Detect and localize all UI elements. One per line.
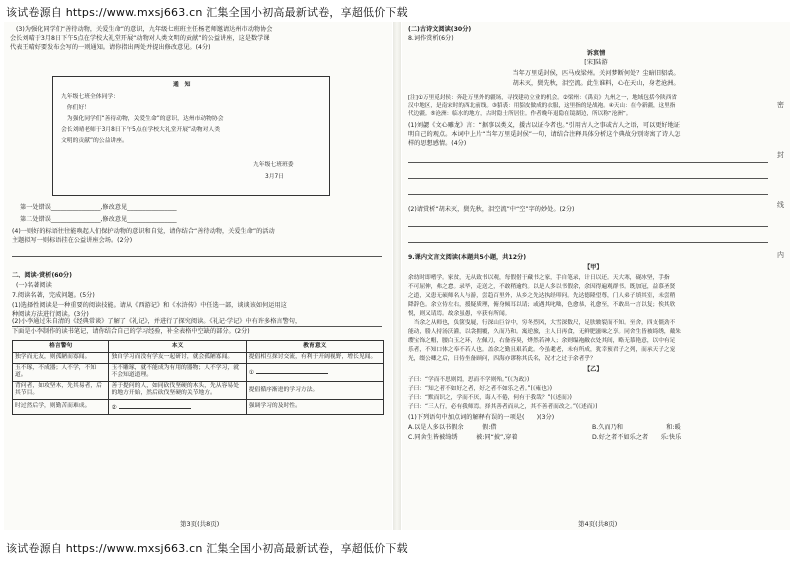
sub-section-2: (二)古诗文阅读(30分) [408, 26, 472, 33]
table-cell: 玉不雕琢，就不能成为有用的器物；人不学习，就不会知道道理。 [109, 363, 246, 381]
page-number-left: 第3页(共8页) [180, 520, 220, 528]
notice-line-3: 为强化同学们“善待动物，关爱生命”的意识，达州市动物协会 [61, 116, 224, 122]
option-b[interactable]: B.久而乃和 和:暖 [592, 424, 681, 431]
table-cell-blank-1[interactable] [246, 363, 383, 381]
passage-jia-label: 【甲】 [584, 264, 603, 271]
notice-title: 通 知 [173, 82, 191, 88]
q4-text: (4)一则好的标语往往能唤起人们保护动物的意识和自觉，请你结合“善待动物，关爱生命”的活动 [12, 228, 275, 235]
table-cell: 提倡相互探讨交流，有利于开阔视野，增长见闻。 [246, 353, 383, 364]
table-cell: 时过然后学，则勤苦而难成。 [13, 399, 109, 414]
option-a[interactable]: A.以是人多以书假余 假:借 [408, 424, 497, 431]
seal-mark: 内 [777, 251, 784, 259]
jia-line: 当余之从师也，负箧曳屣，行深山巨谷中，穷冬烈风，大雪深数尺，足肤皲裂而不知。至舍，四支僵劲不 [408, 320, 676, 326]
q7-1: (1)选择性阅读是一种重要的阅读技能。请从《西游记》和《水浒传》中任选一部，谈谈该如何运用这 [12, 302, 287, 309]
jia-line: 之道，又患无硕师名人与游，尝趋百里外，从乡之先达执经叩问。先达德隆望尊，门人弟子填其室，未尝稍 [408, 293, 676, 299]
page-gutter [393, 22, 401, 530]
table-cell: 提倡循序渐进的学习方法。 [246, 381, 383, 399]
table-header-row [13, 341, 384, 353]
table-row [13, 363, 384, 381]
fix-line-2: 第二处错误________________,修改意见________________ [20, 216, 177, 223]
q7-2: (2)小李通过朱自清的《经典常谈》了解了《礼记》，并进行了探究阅读。《礼记·学记》中有许多格言警句， [12, 318, 302, 325]
yi-line: 子曰：“默而识之，学而不厌，诲人不倦，何有于我哉？”(《述而》) [408, 395, 572, 401]
right-page [402, 22, 790, 530]
q8-title: 8.词作赏析(6分) [408, 35, 454, 42]
blank-line [119, 401, 191, 409]
q8-1b: 明自己的观点。本词中上片“当年万里觅封侯”一句，请结合注释具体分析这个典故分别寄寓了诗人怎 [408, 131, 681, 138]
left-page [4, 22, 392, 530]
jia-line: 能动，媵人持汤沃灌，以衾拥覆，久而乃和。寓逆旅，主人日再食，无鲜肥滋味之享。同舍生皆被绮绣，戴朱 [408, 329, 681, 335]
table-row [13, 381, 384, 399]
q9-title: 9.课内文言文阅读(本题共5小题，共12分) [408, 254, 527, 261]
notice-line-1: 九年级七班全体同学： [61, 94, 119, 100]
section-two-title: 二、阅读·赏析(60分) [12, 272, 72, 279]
table-cell-blank-2[interactable] [109, 399, 246, 414]
notes-table [12, 340, 384, 415]
jia-line: 乐者，不知口体之奉不若人也。盖余之勤且艰若此。今虽耄老，未有所成，犹幸预君子之列，而承天子之宠 [408, 347, 676, 353]
poem-note-1: [注]①万里觅封侯：奔赴万里外的疆场，寻找建功立业的机会。②梁州：《禹贡》九州之一，地域包括今陕西省 [408, 95, 677, 101]
table-cell: 玉不琢，不成器；人不学，不知道。 [13, 363, 109, 381]
watermark-bottom: 该试卷源自 https://www.mxsj663.cn 汇集全国小初高最新试卷，享超低价下载 [6, 542, 408, 555]
table-header: 格言警句 [13, 341, 109, 353]
q8-1c: 样的思想感情。(4分) [408, 140, 467, 147]
page-number-right: 第4页(共8页) [578, 520, 618, 528]
poem-note-3: 代边疆。⑤沧洲：临水的地方，古时隐士所居住。作者晚年退隐在镜湖边，所以称“沧洲”。 [408, 111, 632, 117]
option-d[interactable]: D.好之者不如乐之者 乐:快乐 [592, 434, 682, 441]
table-header: 教育意义 [246, 341, 383, 353]
q8-2: (2)请赏析“胡未灭，鬓先秋，泪空流”中“空”字的妙处。(2分) [408, 206, 575, 213]
blank-label-1: ① [248, 370, 254, 377]
poem-line-1: 当年万里觅封侯，匹马戍梁州。关河梦断何处？尘暗旧貂裘。 [512, 70, 680, 77]
poem-author: [宋]陆游 [584, 59, 608, 66]
fix-line-1: 第一处错误________________,修改意见________________ [20, 204, 177, 211]
q8-1: (1)刘勰《文心雕龙》言：“据事以类义，援古以证今者也。”引用古人之事或古人之语，可以更好地证 [408, 122, 680, 129]
option-c[interactable]: C.同舍生皆被绮绣 被:同“披”,穿着 [408, 434, 518, 441]
table-cell: 独自学习而没有学友一起研讨，就会孤陋寡闻。 [109, 353, 246, 364]
answer-line [408, 226, 768, 227]
poem-line-2: 胡未灭，鬓先秋，泪空流。此生谁料，心在天山，身老沧洲。 [512, 80, 680, 87]
jia-line: 缨宝饰之帽，腰白玉之环，左佩刀，右备容臭，烨然若神人；余则缊袍敝衣处其间，略无慕艳意，以中有足 [408, 338, 676, 344]
jia-line: 不可屈伸，弗之怠。录毕，走送之，不敢稍逾约。以是人多以书假余，余因得遍观群书。既加冠，益慕圣贤 [408, 284, 676, 290]
q3-intro-2: 会长刘晴于3月8日下午5点在学校大礼堂开展“动物对人类文明的贡献”的公益讲座，这是数学课 [10, 35, 270, 42]
answer-line [408, 242, 768, 243]
notice-date: 3月7日 [265, 174, 284, 180]
table-cell: 独学而无友，则孤陋而寡闻。 [13, 353, 109, 364]
passage-yi-label: 【乙】 [584, 366, 603, 373]
seal-mark: 线 [777, 201, 784, 209]
yi-line: 子曰：“学而不思则罔，思而不学则殆。”(《为政》) [408, 377, 530, 383]
q3-intro-3: 代表王晴好要发布会写的一则通知。请你指出两处并提出修改意见。(4分) [10, 44, 211, 51]
answer-line [12, 256, 382, 257]
table-cell: 强调学习的及时性。 [246, 399, 383, 414]
table-header: 本义 [109, 341, 246, 353]
q3-intro-1: (3)为强化同学们“善待动物，关爱生命”的意识，九年级七班班主任杨老师邀请达州市动物协会 [16, 26, 273, 33]
notice-line-2: 你们好！ [61, 105, 90, 111]
jia-line: 余幼时即嗜学。家贫，无从致书以观，每假借于藏书之家，手自笔录，计日以还。天大寒，砚冰坚，手指 [408, 275, 670, 281]
poem-title: 诉衷情 [586, 50, 606, 57]
notice-line-4: 会长刘晴老师于3月8日下午5点在学校大礼堂开展“动物对人类 [61, 127, 220, 133]
watermark-top: 该试卷源自 https://www.mxsj663.cn 汇集全国小初高最新试卷，享超低价下载 [6, 6, 408, 19]
answer-line [408, 178, 768, 179]
q4-text-2: 主题拟写一则标语挂在公益讲座会场。(2分) [12, 237, 133, 244]
seal-mark: 密 [777, 101, 784, 109]
answer-line [408, 194, 768, 195]
table-row [13, 399, 384, 414]
table-row [13, 353, 384, 364]
answer-line [408, 162, 768, 163]
notice-box [52, 76, 330, 196]
sub-section-1: (一)名著阅读 [16, 282, 52, 289]
table-cell: 背问者，如攻坚木，先其易者，后其节目。 [13, 381, 109, 399]
jia-line: 悦，则又请焉。故余虽愚，卒获有所闻。 [408, 311, 511, 317]
q7-1b: 种阅读方法进行阅读。(3分) [12, 311, 89, 318]
jia-line: 降辞色。余立侍左右，援疑质理，俯身倾耳以请；或遇其叱咄，色愈恭，礼愈至，不敢出一言以复；俟其欣 [408, 302, 676, 308]
blank-label-2: ② [111, 404, 117, 411]
q7-title: 7.阅读名著，完成问题。(5分) [12, 292, 95, 299]
notice-line-5: 文明的贡献”的公益讲座。 [61, 138, 128, 144]
q7-2b: 下面是小李制作的读书笔记，请你结合自己的学习经验，补全表格中空缺的部分。(2分) [12, 328, 250, 335]
yi-line: 子曰：“知之者不如好之者，好之者不如乐之者。”(《雍也》) [408, 386, 552, 392]
table-cell: 善于提问的人，如同砍伐坚硬的木头，先从容易处的地方开始，然后砍伐坚硬的关节地方。 [109, 381, 246, 399]
q9-1: (1)下列语句中加点词的解释有误的一项是( )(3分) [408, 414, 555, 421]
jia-line: 光，缀公卿之后，日侍坐备顾问，四海亦谬称其氏名，况才之过于余者乎？ [408, 356, 596, 362]
poem-note-2: 汉中地区，是南宋时的西北前线。③貂裘：用貂皮做成的衣服，这里指的是战袍。④天山：在今新疆，这里指 [408, 103, 676, 109]
notice-sign: 九年级七班班委 [253, 162, 294, 168]
yi-line: 子曰：“三人行，必有我师焉。择其善者而从之，其不善者而改之。”(《述而》) [408, 404, 598, 410]
blank-line [256, 366, 328, 374]
seal-mark: 封 [777, 151, 784, 159]
